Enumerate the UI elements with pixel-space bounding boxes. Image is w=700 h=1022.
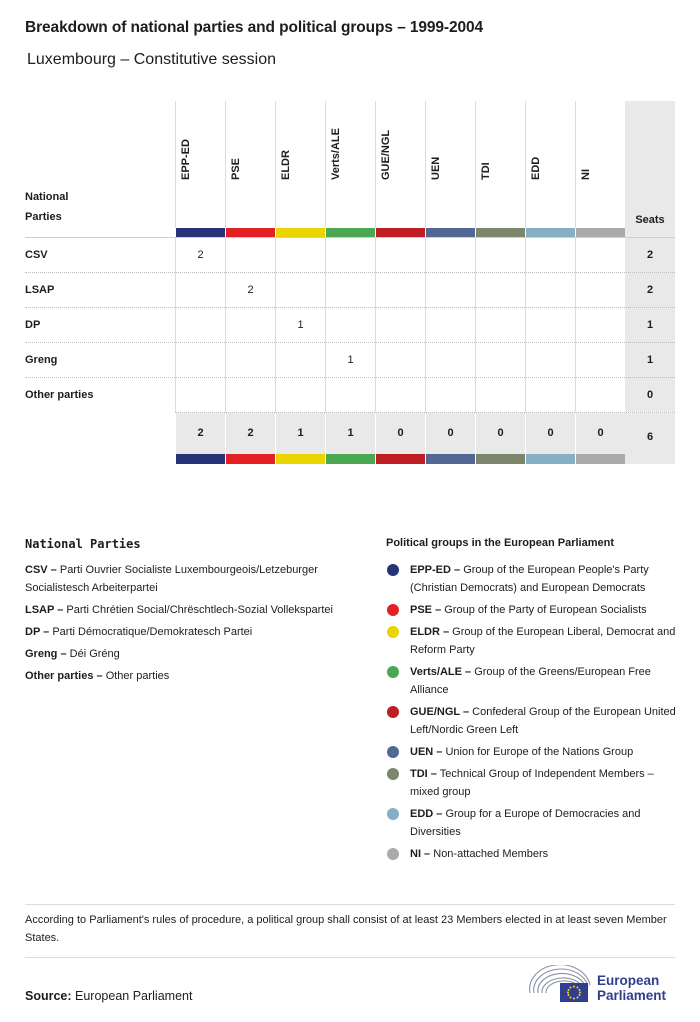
group-color-bar <box>326 228 375 237</box>
political-group-abbr: TDI – <box>410 768 437 780</box>
national-party-name: Parti Ouvrier Socialiste Luxembourgeois/Letzeburger Socialistesch Arbeiterpartei <box>25 564 318 594</box>
table-cell: 1 <box>275 308 325 343</box>
source-value: European Parliament <box>71 989 193 1003</box>
political-group-abbr: EPP-ED – <box>410 564 461 576</box>
political-group-item <box>386 663 681 699</box>
table-cell <box>275 378 325 413</box>
group-color-bar <box>576 228 625 237</box>
row-seats: 1 <box>646 319 654 331</box>
group-total: 0 <box>525 413 575 454</box>
table-cell: 2 <box>175 238 225 273</box>
political-group-abbr: ELDR – <box>410 626 450 638</box>
political-groups-legend-title: Political groups in the European Parliament <box>386 537 614 549</box>
political-group-item <box>386 703 681 739</box>
national-party-item <box>25 667 360 685</box>
source <box>25 989 192 1003</box>
table-cell <box>525 343 575 378</box>
group-header-eldr <box>275 101 325 228</box>
seats-header: Seats <box>635 214 665 226</box>
table-cell: 2 <box>225 273 275 308</box>
table-cell <box>375 273 425 308</box>
footnote: According to Parliament's rules of procedure, a political group shall consist of at least 23 Members elected in at least seven Member States. <box>25 914 667 944</box>
political-group-name: Group of the European People's Party (Christian Democrats) and European Democrats <box>410 564 649 594</box>
group-color-bar <box>526 228 575 237</box>
group-color-dot-icon <box>387 848 399 860</box>
parliament-hemicycle-icon <box>526 965 596 1005</box>
table-cell <box>475 273 525 308</box>
group-color-bar <box>426 228 475 237</box>
table-cell <box>425 308 475 343</box>
national-parties-legend <box>25 561 360 689</box>
group-header-text: UEN <box>430 156 442 180</box>
national-parties-header: National Parties <box>25 191 69 223</box>
political-group-name: Group of the Party of European Socialists <box>441 604 647 616</box>
table-cell: 1 <box>325 343 375 378</box>
table-cell <box>225 343 275 378</box>
political-group-item <box>386 765 681 801</box>
table-cell <box>575 378 625 413</box>
table-cell <box>325 378 375 413</box>
divider <box>25 957 675 958</box>
group-header-text: NI <box>580 169 592 180</box>
political-group-abbr: PSE – <box>410 604 442 616</box>
table-header <box>25 101 675 238</box>
political-group-name: Union for Europe of the Nations Group <box>442 746 634 758</box>
group-header-text: EPP-ED <box>180 139 192 180</box>
table-cell <box>175 273 225 308</box>
party-name: LSAP <box>25 284 55 296</box>
logo-line-1: European <box>597 973 660 988</box>
totals-row <box>175 412 675 463</box>
national-party-abbr: Greng – <box>25 648 67 660</box>
group-header-text: PSE <box>230 157 242 180</box>
row-seats: 2 <box>646 249 654 261</box>
national-party-abbr: DP – <box>25 626 50 638</box>
table-cell <box>425 273 475 308</box>
party-name: CSV <box>25 249 48 261</box>
table-cell <box>375 378 425 413</box>
group-header-text: EDD <box>530 156 542 180</box>
political-group-name: Confederal Group of the European United Left/Nordic Green Left <box>410 706 676 736</box>
european-parliament-logo <box>526 965 676 1005</box>
group-total: 1 <box>325 413 375 454</box>
group-color-dot-icon <box>387 746 399 758</box>
group-header-uen <box>425 101 475 228</box>
group-color-bar-bottom <box>226 454 275 464</box>
group-header-gue-ngl <box>375 101 425 228</box>
group-total: 0 <box>375 413 425 454</box>
group-color-dot-icon <box>387 666 399 678</box>
table-cell <box>525 238 575 273</box>
table-cell <box>525 273 575 308</box>
national-party-abbr: Other parties – <box>25 670 103 682</box>
total-seats: 6 <box>625 413 675 464</box>
table-cell <box>375 238 425 273</box>
national-party-item <box>25 623 360 641</box>
group-total: 0 <box>575 413 625 454</box>
table-cell <box>475 308 525 343</box>
table-row <box>25 307 675 342</box>
logo-text <box>597 973 666 1003</box>
table-row <box>25 272 675 307</box>
group-color-dot-icon <box>387 706 399 718</box>
table-cell <box>475 343 525 378</box>
divider <box>25 904 675 905</box>
table-row <box>25 237 675 272</box>
table-row <box>25 377 675 412</box>
group-total: 2 <box>225 413 275 454</box>
table-row <box>25 342 675 377</box>
national-party-abbr: LSAP – <box>25 604 64 616</box>
national-party-name: Déi Gréng <box>66 648 120 660</box>
political-group-item <box>386 845 681 863</box>
group-header-text: ELDR <box>280 150 292 180</box>
national-party-name: Parti Chrétien Social/Chrëschtlech-Sozial Vollekspartei <box>63 604 333 616</box>
group-color-bar-bottom <box>326 454 375 464</box>
group-total: 2 <box>175 413 225 454</box>
political-group-name: Group for a Europe of Democracies and Diversities <box>410 808 641 838</box>
group-color-dot-icon <box>387 768 399 780</box>
group-header-ni <box>575 101 625 228</box>
group-color-bar-bottom <box>276 454 325 464</box>
national-party-item <box>25 561 360 597</box>
table-cell <box>425 238 475 273</box>
table-cell <box>575 238 625 273</box>
national-party-name: Other parties <box>102 670 170 682</box>
group-header-edd <box>525 101 575 228</box>
table-cell <box>225 378 275 413</box>
group-color-dot-icon <box>387 808 399 820</box>
group-header-verts-ale <box>325 101 375 228</box>
group-header-pse <box>225 101 275 228</box>
political-group-item <box>386 561 681 597</box>
table-cell <box>325 308 375 343</box>
political-group-abbr: NI – <box>410 848 431 860</box>
group-header-text: Verts/ALE <box>330 128 342 180</box>
table-cell <box>525 378 575 413</box>
table-cell <box>375 343 425 378</box>
political-group-abbr: UEN – <box>410 746 443 758</box>
row-seats: 0 <box>646 389 654 401</box>
group-total: 1 <box>275 413 325 454</box>
political-group-abbr: Verts/ALE – <box>410 666 472 678</box>
table-cell <box>575 273 625 308</box>
political-group-item <box>386 601 681 619</box>
table-cell <box>175 308 225 343</box>
table-cell <box>375 308 425 343</box>
table-cell <box>275 273 325 308</box>
group-color-dot-icon <box>387 604 399 616</box>
political-group-abbr: EDD – <box>410 808 443 820</box>
group-color-bar-bottom <box>176 454 225 464</box>
political-group-item <box>386 805 681 841</box>
table-cell <box>525 308 575 343</box>
political-group-name: Technical Group of Independent Members – mixed group <box>410 768 654 798</box>
political-group-name: Group of the Greens/European Free Alliance <box>410 666 651 696</box>
group-header-text: GUE/NGL <box>380 129 392 180</box>
table-cell <box>475 378 525 413</box>
group-color-bar-bottom <box>376 454 425 464</box>
group-total: 0 <box>425 413 475 454</box>
source-label: Source: <box>25 989 72 1003</box>
table-cell <box>225 308 275 343</box>
table-body <box>25 237 675 412</box>
table-cell <box>425 343 475 378</box>
chart-title: Breakdown of national parties and political groups – 1999-2004 <box>25 19 484 36</box>
table-cell <box>425 378 475 413</box>
group-color-bar <box>376 228 425 237</box>
group-color-bar <box>226 228 275 237</box>
group-color-bar <box>276 228 325 237</box>
table-cell <box>575 343 625 378</box>
group-color-bar-bottom <box>526 454 575 464</box>
table-cell <box>225 238 275 273</box>
political-group-name: Group of the European Liberal, Democrat and Reform Party <box>410 626 676 656</box>
table-cell <box>175 343 225 378</box>
table-cell <box>575 308 625 343</box>
political-group-abbr: GUE/NGL – <box>410 706 470 718</box>
political-group-name: Non-attached Members <box>430 848 549 860</box>
table-cell <box>475 238 525 273</box>
national-party-abbr: CSV – <box>25 564 57 576</box>
table-cell <box>275 238 325 273</box>
party-name: DP <box>25 319 41 331</box>
political-group-item <box>386 623 681 659</box>
row-seats: 1 <box>646 354 654 366</box>
group-color-bar-bottom <box>426 454 475 464</box>
chart-subtitle: Luxembourg – Constitutive session <box>27 51 277 68</box>
group-header-epp-ed <box>175 101 225 228</box>
political-group-item <box>386 743 681 761</box>
national-party-name: Parti Démocratique/Demokratesch Partei <box>49 626 253 638</box>
table-cell <box>275 343 325 378</box>
logo-line-2: Parliament <box>597 988 667 1003</box>
table-cell <box>325 238 375 273</box>
group-total: 0 <box>475 413 525 454</box>
table-cell <box>175 378 225 413</box>
group-header-tdi <box>475 101 525 228</box>
group-color-bar <box>476 228 525 237</box>
national-party-item <box>25 645 360 663</box>
party-name: Other parties <box>25 389 94 401</box>
group-color-bar-bottom <box>576 454 625 464</box>
group-header-text: TDI <box>480 162 492 180</box>
row-seats: 2 <box>646 284 654 296</box>
party-name: Greng <box>25 354 58 366</box>
national-parties-legend-title: National Parties <box>25 537 141 551</box>
group-color-dot-icon <box>387 626 399 638</box>
political-groups-legend <box>386 561 681 867</box>
group-color-dot-icon <box>387 564 399 576</box>
group-color-bar <box>176 228 225 237</box>
national-party-item <box>25 601 360 619</box>
group-color-bar-bottom <box>476 454 525 464</box>
table-cell <box>325 273 375 308</box>
